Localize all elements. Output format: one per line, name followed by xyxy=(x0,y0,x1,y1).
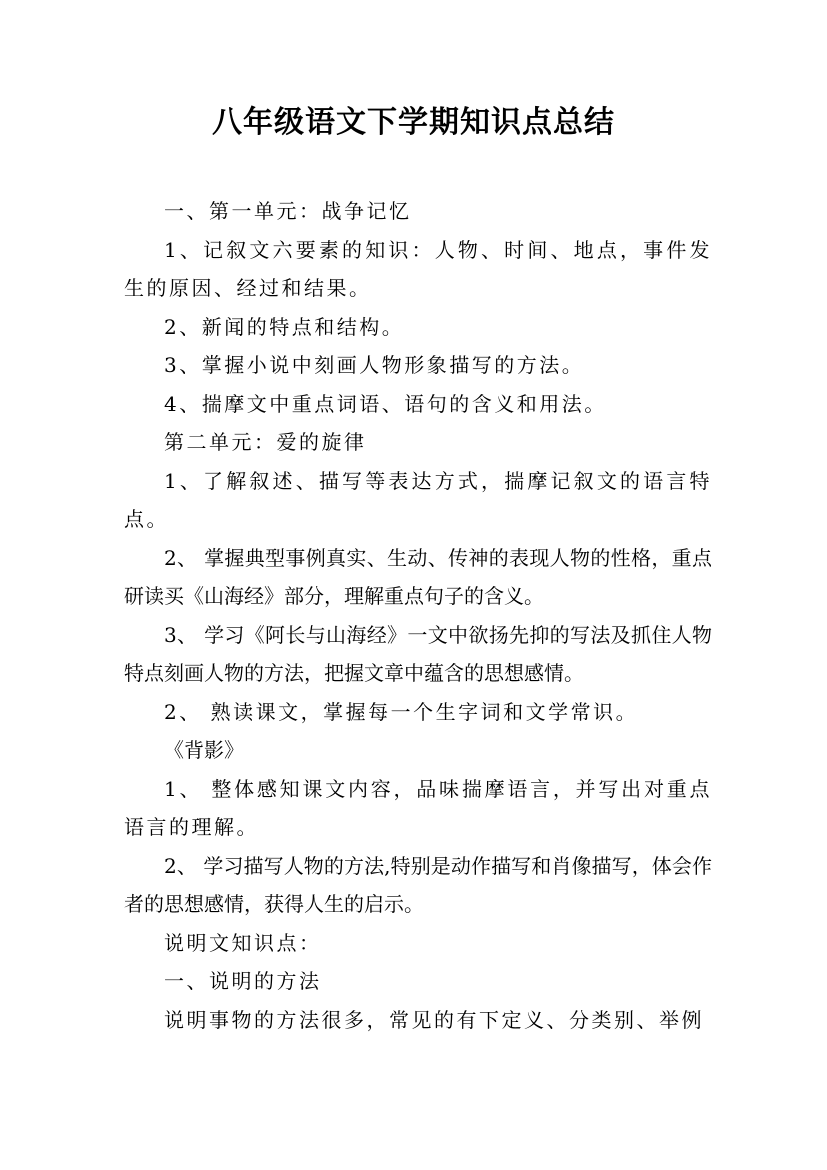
paragraph: 说明事物的方法很多，常见的有下定义、分类别、举例 xyxy=(164,1007,704,1032)
unit-heading: 一、第一单元：战争记忆 xyxy=(164,199,412,223)
document-title: 八年级语文下学期知识点总结 xyxy=(212,105,615,140)
paragraph: 1、记叙文六要素的知识：人物、时间、地点，事件发生的原因、经过和结果。 xyxy=(124,237,712,300)
paragraph: 1、 整体感知课文内容，品味揣摩语言，并写出对重点语言的理解。 xyxy=(124,776,712,839)
paragraph: 4、揣摩文中重点词语、语句的含义和用法。 xyxy=(164,391,607,416)
unit-heading: 第二单元：爱的旋律 xyxy=(164,430,367,454)
section-heading: 一、说明的方法 xyxy=(164,969,322,993)
document-body xyxy=(124,192,712,1039)
paragraph: 2、新闻的特点和结构。 xyxy=(164,314,405,339)
section-heading: 《背影》 xyxy=(164,738,244,762)
paragraph: 2、 学习描写人物的方法,特别是动作描写和肖像描写，体会作者的思想感情，获得人生的启示。 xyxy=(124,853,712,916)
paragraph: 3、 学习《阿长与山海经》一文中欲扬先抑的写法及抓住人物特点刻画人物的方法，把握文章中蕴含的思想感情。 xyxy=(124,622,712,685)
section-heading: 说明文知识点： xyxy=(164,930,322,955)
paragraph: 3、掌握小说中刻画人物形象描写的方法。 xyxy=(164,353,585,377)
paragraph: 1、了解叙述、描写等表达方式，揣摩记叙文的语言特点。 xyxy=(124,468,712,531)
paragraph: 2、 掌握典型事例真实、生动、传神的表现人物的性格，重点研读买《山海经》部分，理解重点句子的含义。 xyxy=(124,545,712,608)
paragraph: 2、 熟读课文，掌握每一个生字词和文学常识。 xyxy=(164,699,639,724)
